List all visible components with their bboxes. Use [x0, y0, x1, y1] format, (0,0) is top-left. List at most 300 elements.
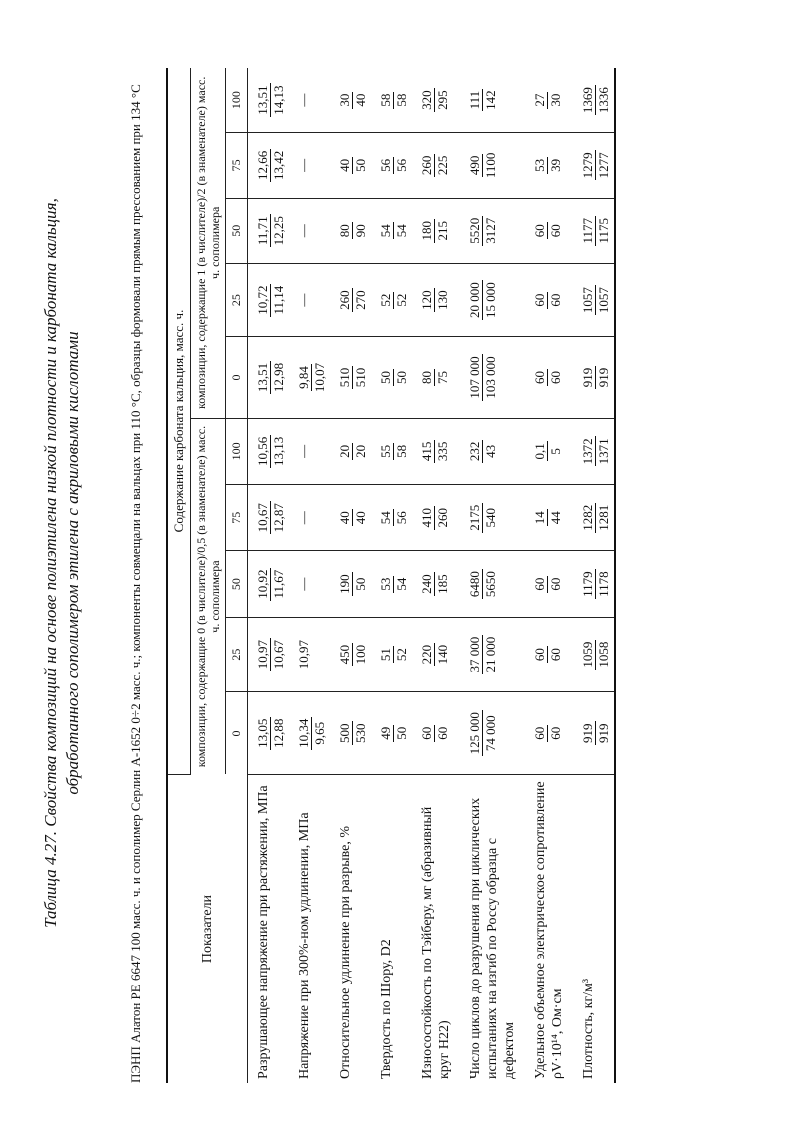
value-cell: [248, 68, 290, 133]
fraction: [255, 284, 286, 317]
row-label: Плотность, кг/м³: [573, 775, 615, 1084]
fraction: [467, 569, 498, 599]
fraction: [337, 157, 368, 174]
denominator: 11,67: [271, 569, 286, 599]
value-cell: [573, 68, 615, 133]
value-cell: [371, 263, 412, 336]
properties-table: [166, 68, 616, 1083]
value-cell: [330, 617, 371, 692]
denominator: 1100: [483, 152, 498, 179]
fraction: [378, 509, 409, 526]
value-cell: [525, 418, 573, 484]
numerator: 320: [419, 90, 434, 110]
numerator: 180: [419, 221, 434, 241]
column-header: 100: [226, 68, 248, 133]
denominator: 74 000: [483, 715, 498, 752]
single-value: —: [296, 158, 311, 172]
denominator: 540: [483, 508, 498, 528]
value-cell: [330, 418, 371, 484]
numerator: 260: [337, 290, 352, 310]
value-cell: [412, 485, 460, 551]
numerator: 10,56: [255, 436, 270, 466]
numerator: 1177: [580, 218, 595, 244]
numerator: 37 000: [467, 636, 482, 673]
denominator: 50: [394, 371, 409, 384]
fraction: [580, 436, 611, 466]
table-row: [371, 68, 412, 1083]
denominator: 39: [548, 158, 563, 172]
fraction: [296, 361, 327, 394]
row-label: Износостойкость по Тэйберу, мг (абразивный круг Н22): [420, 806, 452, 1079]
numerator: 49: [378, 726, 393, 740]
numerator: 10,92: [255, 569, 270, 599]
value-cell: [412, 68, 460, 133]
numerator: 60: [532, 726, 547, 740]
value-cell: [460, 263, 525, 336]
denominator: 919: [596, 723, 611, 743]
value-cell: [289, 418, 330, 484]
numerator: 2175: [467, 504, 482, 531]
numerator: 450: [337, 644, 352, 665]
denominator: 58: [394, 444, 409, 458]
numerator: 20: [337, 444, 352, 458]
header-group-b: композиции, содержащие 1 (в числителе)/2 (в знаменателе) масс. ч. сополимера: [191, 68, 226, 418]
fraction: [419, 506, 450, 530]
single-value: —: [296, 293, 311, 307]
denominator: 40: [353, 511, 368, 525]
denominator: 10,07: [312, 362, 327, 393]
value-cell: [412, 263, 460, 336]
numerator: 120: [419, 290, 434, 310]
numerator: 13,51: [255, 85, 270, 115]
row-label: Твердость по Шору, D2: [379, 939, 394, 1079]
title-line-2: обработанного сополимером этилена с акриловыми кислотами: [63, 331, 82, 795]
fraction: [378, 443, 409, 460]
column-header: 100: [226, 418, 248, 484]
value-cell: [460, 198, 525, 263]
value-cell: [289, 198, 330, 263]
value-cell: [248, 337, 290, 418]
fraction: [467, 88, 498, 112]
numerator: 415: [419, 441, 434, 462]
fraction: [532, 509, 563, 526]
fraction: [419, 440, 450, 464]
numerator: 1282: [580, 504, 595, 531]
numerator: 1059: [580, 641, 595, 668]
value-cell: [460, 133, 525, 198]
denominator: 1057: [596, 287, 611, 314]
denominator: 52: [394, 648, 409, 662]
value-cell: [371, 337, 412, 418]
fraction: [378, 725, 409, 742]
denominator: 44: [548, 511, 563, 525]
fraction: [532, 725, 563, 742]
value-cell: [330, 198, 371, 263]
value-cell: [573, 133, 615, 198]
value-cell: [248, 617, 290, 692]
numerator: 510: [337, 367, 352, 388]
denominator: 1058: [596, 641, 611, 668]
fraction: [580, 503, 611, 533]
value-cell: [412, 133, 460, 198]
numerator: 53: [532, 158, 547, 172]
fraction: [255, 361, 286, 394]
fraction: [532, 92, 563, 109]
denominator: 50: [353, 577, 368, 591]
numerator: 50: [378, 371, 393, 384]
numerator: 58: [378, 93, 393, 107]
numerator: 919: [580, 723, 595, 743]
fraction: [467, 635, 498, 675]
denominator: 60: [548, 648, 563, 662]
numerator: 12,66: [255, 150, 270, 181]
denominator: 1175: [596, 218, 611, 244]
fraction: [378, 157, 409, 174]
value-cell: [412, 692, 460, 775]
denominator: 10,67: [271, 639, 286, 670]
single-value: —: [296, 444, 311, 458]
denominator: 56: [394, 158, 409, 172]
table-row: [573, 68, 615, 1083]
fraction: [255, 214, 286, 247]
fraction: [337, 572, 368, 596]
value-cell: [573, 263, 615, 336]
fraction: [419, 288, 450, 312]
denominator: 185: [435, 574, 450, 594]
numerator: 125 000: [467, 712, 482, 755]
single-value: —: [296, 511, 311, 525]
value-cell: [371, 551, 412, 617]
denominator: 14,13: [271, 85, 286, 115]
value-cell: [525, 692, 573, 775]
denominator: 1178: [596, 571, 611, 597]
numerator: 60: [532, 224, 547, 238]
denominator: 56: [394, 511, 409, 525]
value-cell: [573, 692, 615, 775]
numerator: 1369: [580, 87, 595, 114]
value-cell: [248, 133, 290, 198]
value-cell: [289, 692, 330, 775]
denominator: 3127: [483, 217, 498, 244]
numerator: 5520: [467, 217, 482, 244]
numerator: 260: [419, 155, 434, 176]
column-header: 75: [226, 485, 248, 551]
denominator: 12,87: [271, 503, 286, 533]
fraction: [337, 288, 368, 312]
numerator: 410: [419, 508, 434, 528]
numerator: 30: [337, 93, 352, 107]
denominator: 5: [548, 448, 563, 455]
denominator: 60: [548, 371, 563, 384]
numerator: 56: [378, 158, 393, 172]
fraction: [378, 369, 409, 386]
fraction: [467, 440, 498, 464]
row-label: Удельное объемное электрическое сопротивление ρV·10¹⁴, Ом·см: [533, 781, 565, 1079]
denominator: 60: [548, 224, 563, 238]
value-cell: [460, 418, 525, 484]
table-row: [412, 68, 460, 1083]
denominator: 21 000: [483, 636, 498, 673]
fraction: [255, 638, 286, 671]
value-cell: [248, 692, 290, 775]
value-cell: [289, 68, 330, 133]
numerator: 10,97: [255, 639, 270, 670]
denominator: 11,14: [271, 285, 286, 315]
numerator: 60: [532, 371, 547, 384]
denominator: 335: [435, 441, 450, 462]
value-cell: [573, 198, 615, 263]
value-cell: [289, 485, 330, 551]
value-cell: [289, 617, 330, 692]
numerator: 107 000: [467, 356, 482, 399]
value-cell: [371, 485, 412, 551]
numerator: 190: [337, 574, 352, 594]
fraction: [580, 721, 611, 745]
numerator: 80: [419, 371, 434, 384]
value-cell: [460, 692, 525, 775]
fraction: [532, 157, 563, 174]
fraction: [580, 216, 611, 246]
fraction: [580, 366, 611, 390]
fraction: [255, 501, 286, 534]
table-row: [330, 68, 371, 1083]
numerator: 1372: [580, 438, 595, 465]
fraction: [419, 572, 450, 596]
value-cell: [248, 551, 290, 617]
fraction: [337, 222, 368, 239]
denominator: 510: [353, 367, 368, 388]
value-cell: [248, 485, 290, 551]
denominator: 225: [435, 155, 450, 176]
numerator: 60: [532, 293, 547, 307]
denominator: 58: [394, 93, 409, 107]
fraction: [467, 280, 498, 320]
value-cell: [525, 68, 573, 133]
denominator: 60: [548, 726, 563, 740]
fraction: [580, 569, 611, 599]
value-cell: [573, 418, 615, 484]
column-header: 50: [226, 551, 248, 617]
value-cell: [573, 617, 615, 692]
fraction: [580, 285, 611, 315]
denominator: 100: [353, 644, 368, 665]
fraction: [255, 568, 286, 601]
numerator: 10,67: [255, 503, 270, 533]
numerator: 55: [378, 444, 393, 458]
fraction: [419, 154, 450, 178]
denominator: 12,25: [271, 216, 286, 246]
table-row: [525, 68, 573, 1083]
denominator: 60: [548, 577, 563, 591]
numerator: 60: [532, 648, 547, 662]
column-header: 50: [226, 198, 248, 263]
value-cell: [412, 551, 460, 617]
fraction: [378, 292, 409, 309]
table-row: [248, 68, 290, 1083]
denominator: 295: [435, 90, 450, 110]
row-label: Относительное удлинение при разрыве, %: [338, 825, 353, 1079]
numerator: 80: [337, 224, 352, 238]
numerator: 20 000: [467, 282, 482, 319]
column-header: 25: [226, 263, 248, 336]
numerator: 1179: [580, 571, 595, 597]
row-label: Число циклов до разрушения при циклических испытаниях на изгиб по Россу образца с дефектом: [468, 797, 517, 1079]
value-cell: [412, 337, 460, 418]
numerator: 40: [337, 158, 352, 172]
denominator: 1277: [596, 152, 611, 179]
row-label: Разрушающее напряжение при растяжении, МПа: [256, 785, 271, 1079]
denominator: 9,65: [312, 721, 327, 745]
value-cell: [289, 551, 330, 617]
denominator: 142: [483, 90, 498, 110]
value-cell: [330, 551, 371, 617]
fraction: [378, 646, 409, 663]
numerator: 220: [419, 644, 434, 665]
denominator: 60: [548, 293, 563, 307]
table-row: [289, 68, 330, 1083]
numerator: 9,84: [296, 366, 311, 389]
value-cell: [330, 133, 371, 198]
numerator: 6480: [467, 571, 482, 598]
value-cell: [371, 617, 412, 692]
numerator: 54: [378, 511, 393, 525]
fraction: [255, 83, 286, 116]
fraction: [467, 151, 498, 181]
table-title: [40, 43, 84, 1083]
fraction: [532, 369, 563, 386]
table-caption: ПЭНП Алатон РЕ 6647 100 масс. ч. и сополимер Серлин А-1652 0÷2 масс. ч.; компоненты совмещали на вальцах при 110 °С, образцы формовали прямым прессованием при 134 °С: [128, 84, 143, 1083]
numerator: 500: [337, 723, 352, 743]
value-cell: [289, 337, 330, 418]
value-cell: [248, 263, 290, 336]
fraction: [419, 369, 450, 386]
fraction: [532, 576, 563, 593]
denominator: 140: [435, 644, 450, 665]
denominator: 12,98: [271, 362, 286, 393]
denominator: 270: [353, 290, 368, 310]
denominator: 530: [353, 723, 368, 743]
fraction: [532, 222, 563, 239]
value-cell: [573, 485, 615, 551]
value-cell: [330, 263, 371, 336]
value-cell: [412, 617, 460, 692]
fraction: [419, 219, 450, 243]
value-cell: [371, 198, 412, 263]
fraction: [419, 643, 450, 667]
denominator: 130: [435, 290, 450, 310]
numerator: 27: [532, 93, 547, 107]
denominator: 30: [548, 93, 563, 107]
row-label: Напряжение при 300%-ном удлинении, МПа: [297, 812, 312, 1079]
fraction: [255, 435, 286, 468]
value-cell: [460, 485, 525, 551]
fraction: [467, 216, 498, 246]
value-cell: [460, 617, 525, 692]
numerator: 13,05: [255, 718, 270, 748]
fraction: [378, 92, 409, 109]
value-cell: [460, 337, 525, 418]
value-cell: [412, 418, 460, 484]
denominator: 40: [353, 93, 368, 107]
header-content: Содержание карбоната кальция, масс. ч.: [167, 68, 191, 775]
denominator: 75: [435, 371, 450, 384]
value-cell: [460, 551, 525, 617]
fraction: [580, 85, 611, 115]
value-cell: [289, 133, 330, 198]
denominator: 15 000: [483, 282, 498, 319]
numerator: 52: [378, 293, 393, 307]
value-cell: [248, 198, 290, 263]
value-cell: [525, 133, 573, 198]
value-cell: [525, 263, 573, 336]
value-cell: [460, 68, 525, 133]
denominator: 43: [483, 444, 498, 458]
numerator: 51: [378, 648, 393, 662]
fraction: [337, 92, 368, 109]
numerator: 240: [419, 574, 434, 594]
numerator: 13,51: [255, 362, 270, 393]
denominator: 13,13: [271, 436, 286, 466]
fraction: [467, 503, 498, 533]
single-value: —: [296, 93, 311, 107]
value-cell: [371, 133, 412, 198]
numerator: 10,72: [255, 285, 270, 315]
denominator: 54: [394, 224, 409, 238]
denominator: 1281: [596, 504, 611, 531]
denominator: 60: [435, 726, 450, 740]
numerator: 111: [467, 90, 482, 110]
denominator: 919: [596, 367, 611, 388]
value-cell: [412, 198, 460, 263]
fraction: [378, 222, 409, 239]
column-header: 25: [226, 617, 248, 692]
denominator: 1336: [596, 87, 611, 114]
table-row: [460, 68, 525, 1083]
denominator: 50: [394, 726, 409, 740]
value-cell: [289, 263, 330, 336]
denominator: 103 000: [483, 356, 498, 399]
fraction: [337, 643, 368, 667]
denominator: 52: [394, 293, 409, 307]
value-cell: [525, 551, 573, 617]
value-cell: [371, 418, 412, 484]
column-header: 75: [226, 133, 248, 198]
column-header: 0: [226, 337, 248, 418]
single-value: —: [296, 224, 311, 238]
denominator: 90: [353, 224, 368, 238]
numerator: 40: [337, 511, 352, 525]
fraction: [255, 149, 286, 182]
numerator: 1057: [580, 287, 595, 314]
fraction: [378, 576, 409, 593]
fraction: [580, 640, 611, 670]
numerator: 60: [419, 726, 434, 740]
numerator: 53: [378, 577, 393, 591]
fraction: [467, 710, 498, 756]
numerator: 490: [467, 155, 482, 176]
single-value: —: [296, 577, 311, 591]
fraction: [337, 721, 368, 745]
denominator: 20: [353, 444, 368, 458]
value-cell: [248, 418, 290, 484]
numerator: 60: [532, 577, 547, 591]
fraction: [532, 646, 563, 663]
denominator: 1371: [596, 438, 611, 465]
numerator: 232: [467, 441, 482, 462]
value-cell: [330, 485, 371, 551]
value-cell: [330, 692, 371, 775]
fraction: [419, 88, 450, 112]
